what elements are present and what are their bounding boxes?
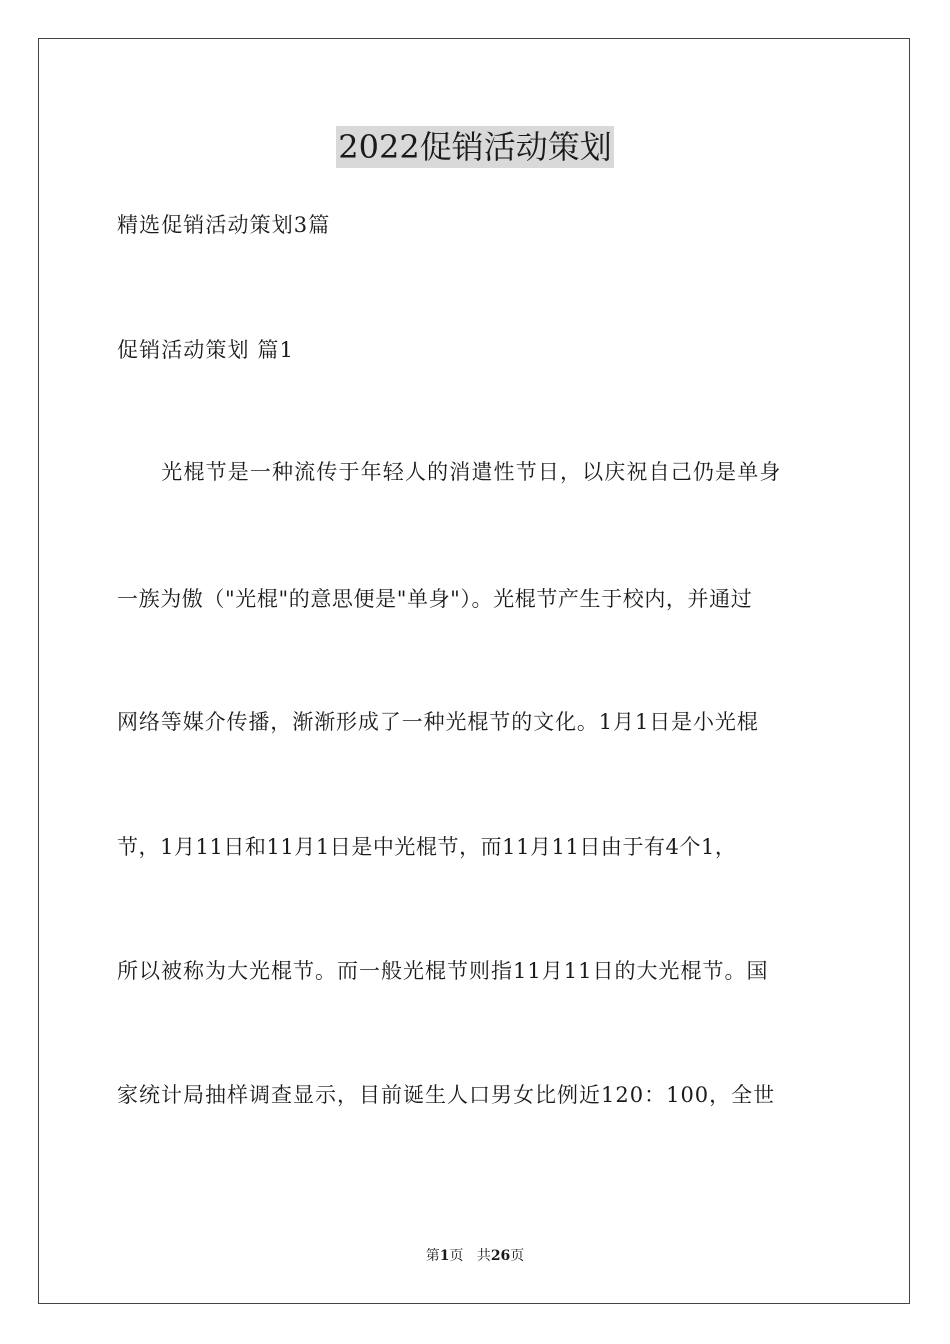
paragraph-line: 节，1月11日和11月1日是中光棍节，而11月11日由于有4个1， (117, 835, 737, 859)
section-heading: 促销活动策划 篇1 (117, 338, 294, 362)
footer-total-suffix: 页 (510, 1248, 525, 1264)
paragraph-line: 家统计局抽样调查显示，目前诞生人口男女比例近120：100，全世 (117, 1083, 776, 1107)
document-title: 2022促销活动策划 (338, 128, 612, 166)
footer-page-suffix: 页 (449, 1248, 464, 1264)
footer-total-prefix: 共 (476, 1248, 491, 1264)
paragraph-line: 所以被称为大光棍节。而一般光棍节则指11月11日的大光棍节。国 (117, 959, 769, 983)
document-subtitle: 精选促销活动策划3篇 (117, 213, 331, 237)
paragraph-line: 一族为傲（"光棍"的意思便是"单身"）。光棍节产生于校内，并通过 (117, 587, 753, 611)
footer-total-pages: 26 (490, 1248, 511, 1264)
paragraph-line: 光棍节是一种流传于年轻人的消遣性节日，以庆祝自己仍是单身 (117, 460, 782, 484)
title-container (0, 126, 950, 168)
page-footer (0, 1247, 950, 1265)
footer-page-number: 1 (439, 1248, 450, 1264)
footer-page-prefix: 第 (425, 1248, 440, 1264)
paragraph-line: 网络等媒介传播，渐渐形成了一种光棍节的文化。1月1日是小光棍 (117, 710, 759, 734)
